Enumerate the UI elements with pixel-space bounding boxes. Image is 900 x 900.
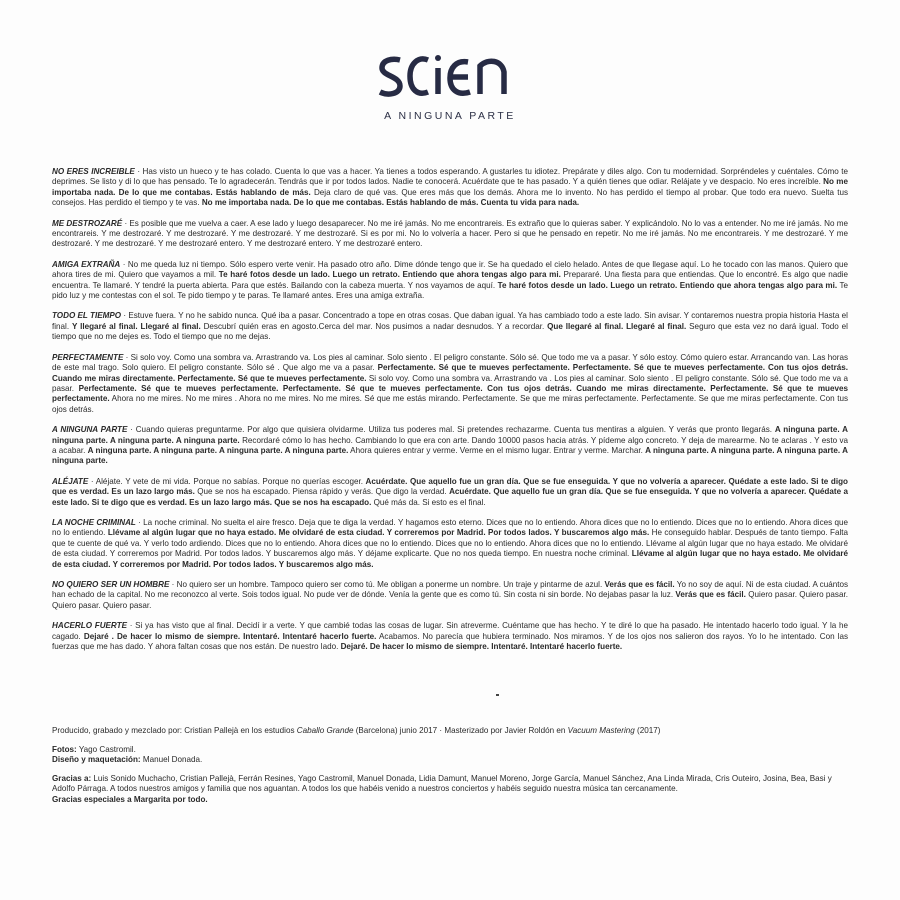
song-lyrics xyxy=(52,167,848,209)
thanks-credit: Gracias a: Luis Sonido Muchacho, Cristian Pallejà, Ferrán Resines, Yago Castromil, Manuel Donada, Lidia Damunt, Manuel Moreno, Jorge García, Manuel Sánchez, Ana Linda Mirada, Cris Outeiro, Josina, Bea, Basi y Adolfo Párraga. A todos nuestros amigos y familia que nos aguantan. A todos los que habéis venido a nuestros conciertos y habéis seguido nuestra música tan cercanamente. xyxy=(52,773,832,794)
chorus-text: Perfectamente. Sé que te mueves perfectamente. Perfectamente. Sé que te mueves perfectamente. Con tus ojos detrás. Cuando me miras directamente. Perfectamente. Sé que te mueves perfectamente. xyxy=(52,363,849,383)
studio-name: Caballo Grande xyxy=(296,726,354,735)
verse-text: · No quiero ser un hombre. Tampoco quiero ser como tú. Me obligan a ponerme un nombre. Un traje y pintarme de azul. xyxy=(169,580,605,589)
chorus-text: Y llegaré al final. Llegaré al final. xyxy=(71,321,201,331)
verse-text: · Estuve fuera. Y no he sabido nunca. Qué iba a pasar. Concentrado a tope en otras cosas. Que daban igual. Ya has cambiado todo a este lado. Sin avisar. Y contaremos nuestra propia historia Hasta el final. xyxy=(52,311,848,331)
verse-text: Descubrí quién eras en agosto.Cerca del mar. Nos pusimos a nadar desnudos. Y a recordar. xyxy=(200,321,548,331)
song-lyrics xyxy=(52,621,848,652)
mastering-studio: Vacuum Mastering xyxy=(567,726,635,735)
production-credit: Producido, grabado y mezclado por: Cristian Pallejà en los estudios Caballo Grande (Barcelona) junio 2017 · Masterizado por Javier Roldón en Vacuum Mastering (2017) xyxy=(52,726,661,735)
chorus-text: Dejaré . De hacer lo mismo de siempre. Intentaré. Intentaré hacerlo fuerte. xyxy=(83,631,377,641)
chorus-text: Dejaré. De hacer lo mismo de siempre. Intentaré. Intentaré hacerlo fuerte. xyxy=(340,642,623,652)
chorus-text: No me importaba nada. De lo que me contabas. Estás hablando de más. xyxy=(52,177,848,197)
verse-text: Ahora quieres entrar y verme. Verme en el mismo lugar. Entrar y verme. Marchar. xyxy=(348,445,646,455)
verse-text: Yo no soy de aquí. Ni de esta ciudad. A cuántos han echado de la capital. No me reconozco al verte. Sois todos igual. No pude ver de dónde. Venía la gente que es como tú. Sin costa ni sin borde. No dejabas pasar la luz. xyxy=(52,580,849,600)
credits-section xyxy=(52,726,848,806)
chorus-text: No me importaba nada. De lo que me contabas. Estás hablando de más. Cuenta tu vida para nada. xyxy=(201,198,580,208)
verse-text: Que se nos ha escapado. Piensa rápido y verás. Que digo la verdad. xyxy=(194,487,450,497)
chorus-text: A ninguna parte. A ninguna parte. A ninguna parte. A ninguna parte. xyxy=(87,445,349,455)
chorus-text: A ninguna parte. A ninguna parte. A ninguna parte. A ninguna parte. xyxy=(52,445,848,466)
song-lyrics xyxy=(52,311,848,342)
chorus-text: Perfectamente. Sé que te mueves perfectamente. Perfectamente. Sé que te mueves perfectamente. Con tus ojos detrás. Cuando me miras directamente. Perfectamente. Sé que te mueves perfectamente. xyxy=(52,383,849,404)
chorus-text: A ninguna parte. A ninguna parte. A ninguna parte. A ninguna parte. xyxy=(52,425,848,445)
design-credit: Diseño y maquetación: Manuel Donada. xyxy=(52,755,203,765)
verse-text: He conseguido hablar. Después de tanto tiempo. Falta que te cuente de qué va. Y verlo todo ardiendo. Dices que no lo entiendo. Ahora dices que no lo entiendo. Dices que no lo entiendo. Ahora dices que no lo entiendo. Llévame al algún lugar que no haya estado. Me olvidaré de esta ciudad. Y correremos por Madrid. Por todos lados. Y buscaremos algo más. Y déjame explicarte. Que no nos queda tiempo. En nuestra noche criminal. xyxy=(52,528,848,559)
song-title: ALÉJATE xyxy=(52,476,89,486)
verse-text: Recordaré cómo lo has hecho. Cambiando lo que era con arte. Dando 10000 pasos hacia atrás. Y pídeme algo concreto. Y deja de marearme. No te aclaras . Y esto va a acabar. xyxy=(52,435,848,455)
chorus-text: Verás que es fácil. xyxy=(675,590,746,600)
verse-text: · Cuando quieras preguntarme. Por algo que quisiera olvidarme. Utiliza tus poderes mal. Si pretendes rechazarme. Cuenta tus mentiras a alguien. Y verás que pronto llegarás. xyxy=(127,425,775,435)
verse-text: Si solo voy. Como una sombra va. Arrastrando va . Los pies al caminar. Solo siento . El peligro constante. Sólo sé. Que todo me va a pasar. xyxy=(52,373,848,393)
verse-text: · Aléjate. Y vete de mi vida. Porque no sabías. Porque no querías escoger. xyxy=(88,476,366,486)
chorus-text: Acuérdate. Que aquello fue un gran día. Que se fue enseguida. Y que no volvería a aparecer. Quédate a este lado. Si te digo que es verdad. Es un lazo largo más. xyxy=(52,476,848,497)
verse-text: · Es posible que me vuelva a caer. A ese lado y luego desaparecer. No me iré jamás. No me encontrareis. Es extraño que lo quieras saber. Y explicándolo. No lo vas a entender. No me iré jamás. No me encontrareis. Y me destrozaré. Y me destrozaré. Y me destrozaré. Y me destrozaré. Si es por mi. No lo volvería a hacer. Pero si que he pensado en repetir. No me iré jamás. No me encontrareis. Y me destrozaré. Y me destrozaré. Y me destrozaré. Y me destrozaré entero. Y me destrozaré entero. Y me destrozaré entero. xyxy=(52,218,848,249)
song-title: ME DESTROZARÉ xyxy=(52,218,123,228)
verse-text: Ahora no me mires. No me mires . Ahora no me mires. No me mires. Sé que me estás mirando. Perfectamente. Se que me miras perfectamente. Perfectamente. Se que me miras perfectamente. Con tus ojos detrás. xyxy=(52,394,848,414)
verse-text: · Has visto un hueco y te has colado. Cuenta lo que vas a hacer. Ya tienes a todos esperando. A gustarles tu idiotez. Prepárate y diles algo. Con tu modernidad. Sorpréndeles y cuéntales. Cómo te deprimes. Se listo y di lo que has pensado. Te lo agradecerán. Tendrás que ir por todos lados. Nadie te conocerá. Acuérdate que te has pasado. Y a quién tienes que odiar. Relájate y ve despacio. No eres increíble. xyxy=(52,167,848,187)
song-lyrics xyxy=(52,353,848,415)
song-lyrics xyxy=(52,518,848,570)
header xyxy=(0,48,900,122)
chorus-text: Acuérdate. Que aquello fue un gran día. Que se fue enseguida. Y que no volvería a aparecer. Quédate a este lado. Si te digo que es verdad. Es un lazo largo más. Que se nos ha escapado. xyxy=(52,487,848,507)
song-title: A NINGUNA PARTE xyxy=(52,425,128,435)
song-title: NO ERES INCREIBLE xyxy=(52,167,135,176)
verse-text: Seguro que esta vez no dará igual. Todo el tiempo que no me dejes es. Todo el tiempo que no me dejas. xyxy=(52,321,848,342)
song-lyrics xyxy=(52,425,848,467)
verse-text: · Si solo voy. Como una sombra va. Arrastrando va. Los pies al caminar. Solo siento . El peligro constante. Sólo sé. Que todo me va a pasar. Y sólo estoy. Cómo quiero estar. Arrancando van. Las horas de este mal trago. Solo quiero. El peligro constante. Sólo sé . Que algo me va a pasar. xyxy=(52,352,848,373)
lyrics-section xyxy=(52,167,848,662)
band-logo xyxy=(370,48,530,104)
song-title: LA NOCHE CRIMINAL xyxy=(52,517,136,527)
chorus-text: Te haré fotos desde un lado. Luego un retrato. Entiendo que ahora tengas algo para mi. xyxy=(497,280,838,290)
song-lyrics xyxy=(52,477,848,508)
album-title: A NINGUNA PARTE xyxy=(384,110,516,122)
song-lyrics xyxy=(52,219,848,250)
ink-mark xyxy=(496,694,499,696)
verse-text: Deja claro de qué vas. Que eres más que los demás. Ahora me lo invento. No has perdido el tiempo al probar. Que todo era nuevo. Suelta tus consejos. Has perdido el tiempo y te vas. xyxy=(52,187,849,208)
verse-text: Acabamos. No parecía que hubiera terminado. Nos miramos. Y de los ojos nos salieron dos rayos. Yo lo he intentado. Con las fuerzas que me has dado. Y ahora faltan cosas que nos están. De nuestro lado. xyxy=(52,631,848,652)
verse-text: Quiero pasar. Quiero pasar. Quiero pasar. Quiero pasar. xyxy=(52,590,848,610)
song-lyrics xyxy=(52,260,848,302)
song-title: AMIGA EXTRAÑA xyxy=(52,259,121,269)
chorus-text: Verás que es fácil. xyxy=(604,580,675,589)
song-title: NO QUIERO SER UN HOMBRE xyxy=(52,580,170,589)
verse-text: · No me queda luz ni tiempo. Sólo espero verte venir. Ha pasado otro año. Dime dónde tengo que ir. Se ha quedado el cielo helado. Antes de que llegase aquí. Lo he tocado con las manos. Quiero que ahora tires de mi. Quiero que vayamos a mil. xyxy=(52,259,849,280)
song-title: HACERLO FUERTE xyxy=(52,621,127,631)
verse-text: Prepararé. Una fiesta para que entiendas. Que lo encontré. Es algo que nadie encuentra. Te llamaré. Y tendré la puerta abierta. Para que estés. Bailando con la cabeza muerta. Y nos vayamos de aquí. xyxy=(52,270,849,290)
logo-text: SCIEN xyxy=(370,48,374,49)
chorus-text: Que llegaré al final. Llegaré al final. xyxy=(547,321,687,331)
verse-text: · La noche criminal. No suelta el aire fresco. Deja que te diga la verdad. Y hagamos esto eterno. Dices que no lo entiendo. Ahora dices que no lo entiendo. Dices que no lo entiendo. Ahora dices que no lo entiendo. xyxy=(52,517,848,538)
song-title: PERFECTAMENTE xyxy=(52,352,124,362)
verse-text: Qué más da. Si esto es el final. xyxy=(371,497,486,507)
chorus-text: Te haré fotos desde un lado. Luego un retrato. Entiendo que ahora tengas algo para mi. xyxy=(218,270,561,280)
verse-text: · Si ya has visto que al final. Decidí ir a verte. Y que cambié todas las cosas de lugar. Sin atreverme. Cuéntame que has hecho. Y te diré lo que ha pasado. He intentado hacerlo todo igual. Y la he cagado. xyxy=(52,621,848,641)
song-lyrics xyxy=(52,580,848,611)
special-thanks: Gracias especiales a Margarita por todo. xyxy=(52,794,208,804)
chorus-text: Llévame al algún lugar que no haya estado. Me olvidaré de esta ciudad. Y correremos por Madrid. Por todos lados. Y buscaremos algo más. xyxy=(52,549,848,569)
chorus-text: Llévame al algún lugar que no haya estado. Me olvidaré de esta ciudad. Y correremos por Madrid. Por todos lados. Y buscaremos algo más. xyxy=(107,528,650,538)
photos-credit: Fotos: Yago Castromil. xyxy=(52,744,136,754)
verse-text: Te pido luz y me contestas con el sol. Te pido tiempo y te paras. Te llamaré antes. Eres una amiga extraña. xyxy=(52,280,848,301)
song-title: TODO EL TIEMPO xyxy=(52,311,122,321)
